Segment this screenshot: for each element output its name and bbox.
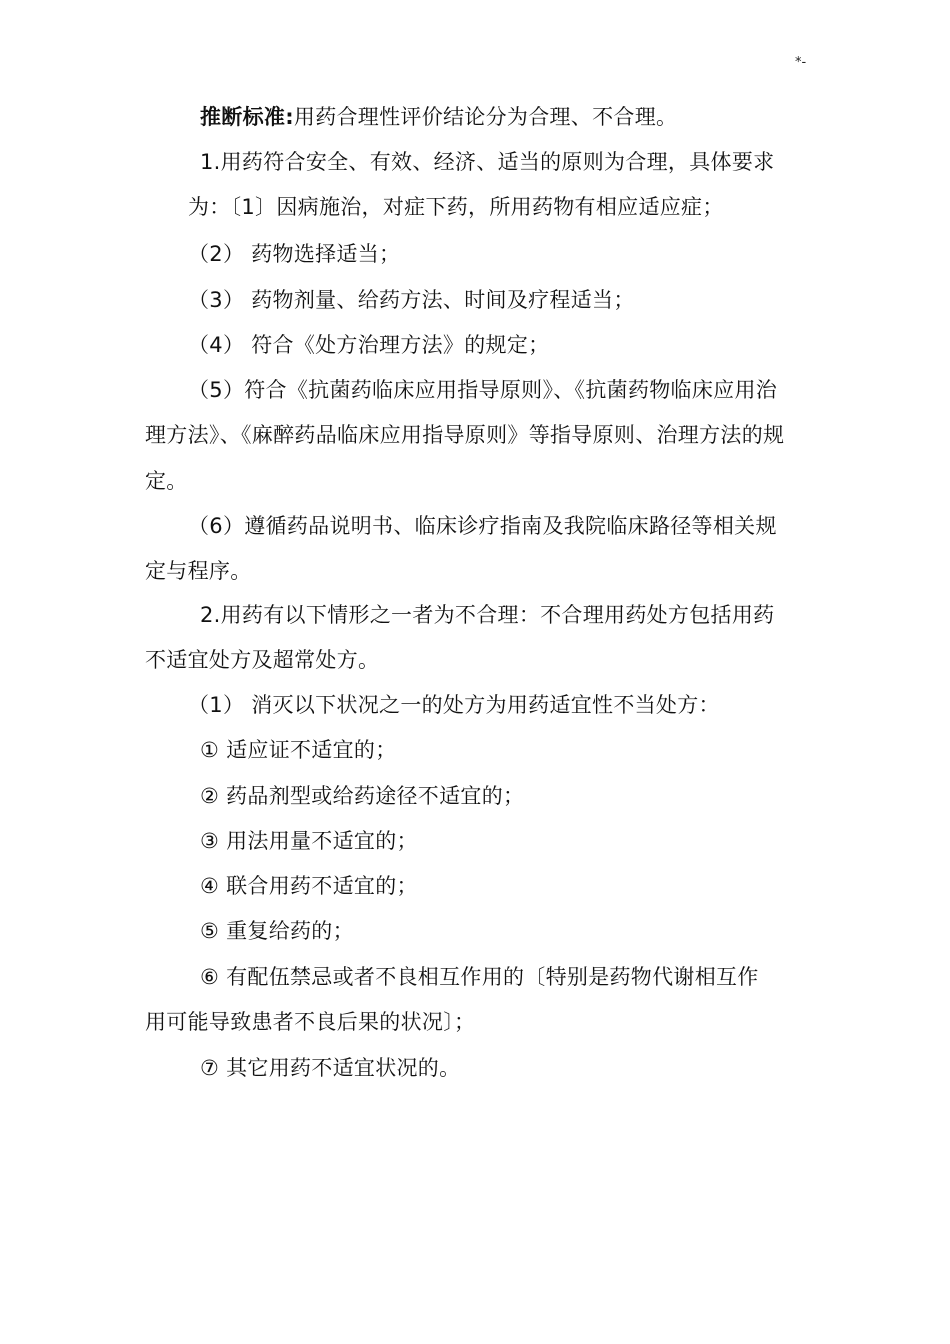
list-item: ⑤ 重复给药的； [200,919,354,943]
paragraph-line: （1） 消灭以下状况之一的处方为用药适宜性不当处方： [188,693,720,717]
intro-label: 推断标准: [200,105,294,129]
list-item: ④ 联合用药不适宜的； [200,874,418,898]
paragraph-line: 定与程序。 [145,559,252,583]
paragraph-line: （3） 药物剂量、给药方法、时间及疗程适当； [188,288,635,312]
paragraph-line: （6）遵循药品说明书、临床诊疗指南及我院临床路径等相关规 [188,514,777,538]
list-item: ① 适应证不适宜的； [200,738,397,762]
list-item: ⑥ 有配伍禁忌或者不良相互作用的〔特别是药物代谢相互作 [200,965,759,989]
paragraph-line: 2.用药有以下情形之一者为不合理：不合理用药处方包括用药 [200,603,775,627]
paragraph-line: 1.用药符合安全、有效、经济、适当的原则为合理，具体要求 [200,150,775,174]
list-item-continuation: 用可能导致患者不良后果的状况〕； [145,1010,476,1034]
intro-line [200,102,677,132]
paragraph-line: 定。 [145,469,188,493]
list-item: ⑦ 其它用药不适宜状况的。 [200,1056,461,1080]
header-mark: *- [795,55,807,70]
list-item: ② 药品剂型或给药途径不适宜的； [200,784,525,808]
paragraph-line: 理方法》、《麻醉药品临床应用指导原则》等指导原则、治理方法的规 [145,423,785,447]
paragraph-line: 不适宜处方及超常处方。 [145,648,380,672]
paragraph-line: 为：〔1〕因病施治，对症下药，所用药物有相应适应症； [188,195,724,219]
paragraph-line: （2） 药物选择适当； [188,242,401,266]
paragraph-line: （5）符合《抗菌药临床应用指导原则》、《抗菌药物临床应用治 [188,378,778,402]
paragraph-line: （4） 符合《处方治理方法》的规定； [188,333,550,357]
intro-text: 用药合理性评价结论分为合理、不合理。 [293,105,678,129]
list-item: ③ 用法用量不适宜的； [200,829,418,853]
